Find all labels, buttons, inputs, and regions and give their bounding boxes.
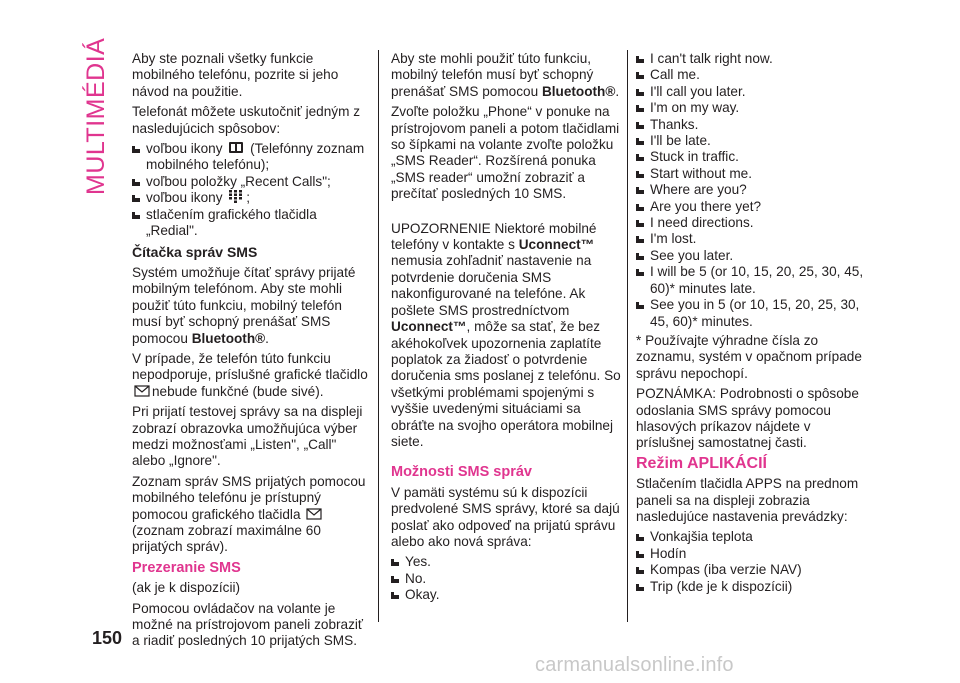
list-item: voľbou ikony (Telefónny zoznam mobilného telefónu); <box>132 141 370 174</box>
bullet-icon <box>391 587 405 599</box>
paragraph: Aby ste mohli použiť túto funkciu, mobilný telefón musí byť schopný prenášať SMS pomocou Bluetooth®. <box>391 51 620 99</box>
bullet-icon <box>391 554 405 566</box>
paragraph: UPOZORNENIE Niektoré mobilné telefóny v kontakte s Uconnect™ nemusia zohľadniť nastavenie na potvrdenie doručenia SMS nakonfigurované na telefóne. Ak pošlete SMS prostredníctvom Uconnect™, môže sa stať, že bez akéhokoľvek upozornenia zaplatíte poplatok za žiadosť o potvrdenie doručenia sms poslanej z telefónu. So všetkými problémami spojenými s vyššie uvedenými situáciami sa obráťte na svojho operátora mobilnej siete. <box>391 220 621 449</box>
paragraph: (ak je k dispozícii) <box>132 580 241 596</box>
list-item: Call me. <box>636 67 872 83</box>
list-item: Hodín <box>636 546 872 562</box>
list-item: I'll call you later. <box>636 84 872 100</box>
bullet-icon <box>636 546 650 558</box>
bullet-icon <box>132 207 146 219</box>
bullet-icon <box>132 190 146 202</box>
paragraph: POZNÁMKA: Podrobnosti o spôsobe odoslania SMS správy pomocou hlasových príkazov nájdete v príslušnej samostatnej časti. <box>636 386 859 451</box>
paragraph: Zvoľte položku „Phone“ v ponuke na prístrojovom paneli a potom tlačidlami so šípkami na volante zvoľte položku „SMS Reader“. Rozšírená ponuka „SMS reader“ umožní zobraziť a prečítať posledných 10 SMS. <box>391 104 620 202</box>
bullet-icon <box>636 529 650 541</box>
bullet-icon <box>636 133 650 145</box>
list-item: stlačením grafického tlačidla „Redial". <box>132 207 370 240</box>
bullet-icon <box>636 579 650 591</box>
list-item: I'm lost. <box>636 231 872 247</box>
bullet-icon <box>636 149 650 161</box>
list-item: I need directions. <box>636 215 872 231</box>
paragraph: Zoznam správ SMS prijatých pomocou mobilného telefónu je prístupný pomocou grafického tlačidla (zoznam zobrazí maximálne 60 prijatých správ). <box>132 473 366 555</box>
list-item: I'm on my way. <box>636 100 872 116</box>
section-heading: Možnosti SMS správ <box>391 464 532 481</box>
section-heading: Čítačka správ SMS <box>132 244 258 261</box>
section-heading: Režim APLIKÁCIÍ <box>636 454 767 472</box>
section-side-title: MULTIMÉDIÁ <box>82 37 110 195</box>
section-heading: Prezeranie SMS <box>132 559 241 576</box>
list-item: Where are you? <box>636 182 872 198</box>
envelope-icon <box>306 507 322 520</box>
paragraph: Telefonát môžete uskutočniť jedným z nasledujúcich spôsobov: <box>132 104 360 136</box>
list-item: Stuck in traffic. <box>636 149 872 165</box>
bullet-icon <box>132 141 146 153</box>
bullet-icon <box>636 67 650 79</box>
paragraph: Pomocou ovládačov na volante je možné na prístrojovom paneli zobraziť a riadiť posledných 10 prijatých SMS. <box>132 600 364 649</box>
list-item: Thanks. <box>636 117 872 133</box>
phonebook-icon <box>228 141 244 154</box>
column-divider-right <box>627 50 628 622</box>
page-number: 150 <box>92 628 123 648</box>
list-item: Are you there yet? <box>636 199 872 215</box>
column-1 <box>132 51 370 654</box>
bullet-icon <box>636 562 650 574</box>
list-item: voľbou položky „Recent Calls"; <box>132 174 370 190</box>
watermark: carmanualsonline.info <box>535 654 734 676</box>
bullet-icon <box>636 84 650 96</box>
list-item: Okay. <box>391 587 621 603</box>
list-item: voľbou ikony ; <box>132 190 370 206</box>
column-3 <box>636 51 872 595</box>
paragraph: Aby ste poznali všetky funkcie mobilného telefónu, pozrite si jeho návod na použitie. <box>132 51 339 99</box>
list-item: I can't talk right now. <box>636 51 872 67</box>
list-item: Kompas (iba verzie NAV) <box>636 562 872 578</box>
list-item: I will be 5 (or 10, 15, 20, 25, 30, 45, 60)* minutes late. <box>636 264 872 297</box>
bullet-icon <box>636 215 650 227</box>
list-item: Start without me. <box>636 166 872 182</box>
list-item: See you later. <box>636 248 872 264</box>
paragraph: Systém umožňuje čítať správy prijaté mobilným telefónom. Aby ste mohli použiť túto funkciu, mobilný telefón musí byť schopný prenášať SMS pomocou Bluetooth®. <box>132 264 356 346</box>
keypad-icon <box>228 190 244 203</box>
bullet-icon <box>132 174 146 186</box>
bullet-icon <box>636 166 650 178</box>
bullet-icon <box>636 100 650 112</box>
bullet-icon <box>636 182 650 194</box>
envelope-icon <box>134 384 150 397</box>
paragraph: V prípade, že telefón túto funkciu nepodporuje, príslušné grafické tlačidlo nebude funkčné (bude sivé). <box>132 350 368 399</box>
list-item: See you in 5 (or 10, 15, 20, 25, 30, 45, 60)* minutes. <box>636 297 872 330</box>
column-2 <box>391 51 621 604</box>
bullet-icon <box>636 248 650 260</box>
list-item: Yes. <box>391 554 621 570</box>
bullet-icon <box>636 117 650 129</box>
paragraph: * Používajte výhradne čísla zo zoznamu, systém v opačnom prípade správu nepochopí. <box>636 332 862 381</box>
bullet-icon <box>636 231 650 243</box>
bullet-icon <box>636 51 650 63</box>
paragraph: V pamäti systému sú k dispozícii predvolené SMS správy, ktoré sa dajú poslať ako odpoveď na prijatú správu alebo ako nová správa: <box>391 484 620 549</box>
list-item: I'll be late. <box>636 133 872 149</box>
bullet-icon <box>391 571 405 583</box>
list-item: Vonkajšia teplota <box>636 529 872 545</box>
column-divider-left <box>378 50 379 622</box>
bullet-icon <box>636 297 650 309</box>
paragraph: Pri prijatí testovej správy sa na displeji zobrazí obrazovka umožňujúca výber medzi možnosťami „Listen", „Call" alebo „Ignore". <box>132 404 363 469</box>
paragraph: Stlačením tlačidla APPS na prednom paneli sa na displeji zobrazia nasledujúce nastavenia prevádzky: <box>636 476 859 524</box>
list-item: No. <box>391 571 621 587</box>
bullet-icon <box>636 199 650 211</box>
list-item: Trip (kde je k dispozícii) <box>636 579 872 595</box>
bullet-icon <box>636 264 650 276</box>
